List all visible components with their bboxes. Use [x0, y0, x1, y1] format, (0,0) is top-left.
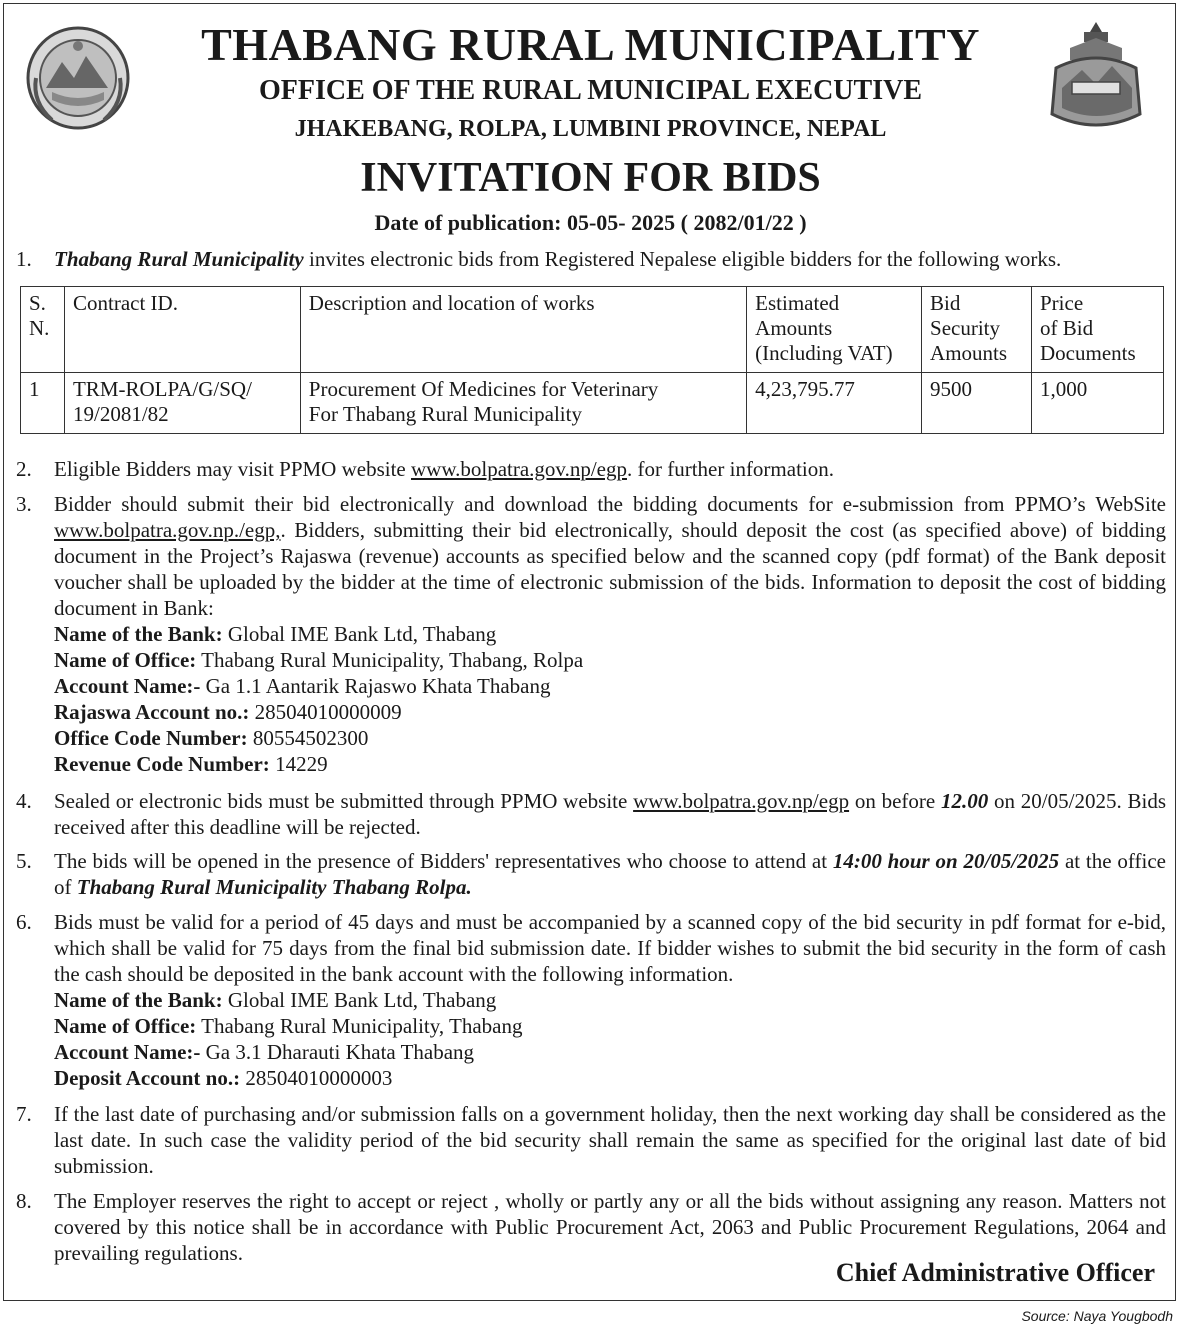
- office-code-line: Office Code Number: 80554502300: [54, 726, 369, 750]
- item-5: 5. The bids will be opened in the presence of Bidders' representatives who choose to attend at 14:00 hour on 20/05/2025 at the office of Thabang Rural Municipality Thabang Rolpa.: [16, 849, 1166, 899]
- notice-heading: INVITATION FOR BIDS: [360, 155, 821, 201]
- ppmo-link[interactable]: www.bolpatra.gov.np./egp,: [54, 518, 281, 542]
- item-1: [16, 246, 1166, 272]
- publication-date: Date of publication: 05-05- 2025 ( 2082/01/22 ): [374, 210, 807, 235]
- table-row: [21, 373, 1164, 434]
- office-title: OFFICE OF THE RURAL MUNICIPAL EXECUTIVE: [258, 75, 922, 106]
- address: JHAKEBANG, ROLPA, LUMBINI PROVINCE, NEPAL: [294, 116, 887, 142]
- bid-table: [20, 286, 1164, 434]
- municipality-name: Thabang Rural Municipality: [54, 247, 304, 271]
- ppmo-link[interactable]: www.bolpatra.gov.np/egp: [633, 789, 850, 813]
- cell-description: Procurement Of Medicines for Veterinary For Thabang Rural Municipality: [300, 373, 746, 434]
- revenue-code-line: Revenue Code Number: 14229: [54, 752, 328, 776]
- office-name-line: Name of Office: Thabang Rural Municipality, Thabang: [54, 1014, 523, 1038]
- col-price: Price of Bid Documents: [1032, 287, 1164, 373]
- item-text: invites electronic bids from Registered Nepalese eligible bidders for the following works.: [303, 247, 1062, 271]
- ppmo-link[interactable]: www.bolpatra.gov.np/egp: [411, 457, 627, 481]
- bank-name-line: Name of the Bank: Global IME Bank Ltd, Thabang: [54, 622, 497, 646]
- cell-contract-id: TRM-ROLPA/G/SQ/ 19/2081/82: [64, 373, 300, 434]
- item-4: 4. Sealed or electronic bids must be submitted through PPMO website www.bolpatra.gov.np/egp on before 12.00 on 20/05/2025. Bids received after this deadline will be rejected.: [16, 789, 1166, 839]
- item-6: 6. Bids must be valid for a period of 45 days and must be accompanied by a scanned copy of the bid security in pdf format for e-bid, which shall be valid for 75 days from the final bid submission date. If bidder wishes to submit the bid security in the form of cash the cash should be deposited in the bank account with the following information. Name of the Bank: Global IME Bank Ltd, Thabang Name of Office: Thabang Rural Municipality, Thabang Account Name:- Ga 3.1 Dharauti Khata Thabang Deposit Account no.: 28504010000003: [16, 910, 1166, 1090]
- cell-estimated: 4,23,795.77: [747, 373, 922, 434]
- account-name-line: Account Name:- Ga 1.1 Aantarik Rajaswo Khata Thabang: [54, 674, 551, 698]
- item-3: 3. Bidder should submit their bid electronically and download the bidding documents for e-submission from PPMO’s WebSite www.bolpatra.gov.np./egp,. Bidders, submitting their bid electronically, should deposit the cost (as specified above) of bidding document in the Project’s Rajaswa (revenue) accounts as specified below and the scanned copy (pdf format) of the Bank deposit voucher shall be uploaded by the bidder at the time of electronic submission of the bids. Information to deposit the cost of bidding document in Bank: Name of the Bank: Global IME Bank Ltd, Thabang Name of Office: Thabang Rural Municipality, Thabang, Rolpa Account Name:- Ga 1.1 Aantarik Rajaswo Khata Thabang Rajaswa Account no.: 28504010000009 Office Code Number: 80554502300 Revenue Code Number: 14229: [16, 492, 1166, 776]
- bank-name-line: Name of the Bank: Global IME Bank Ltd, Thabang: [54, 988, 497, 1012]
- source-credit: Source: Naya Yougbodh: [1021, 1308, 1173, 1324]
- municipality-title: THABANG RURAL MUNICIPALITY: [201, 19, 980, 70]
- col-bid-security: Bid Security Amounts: [922, 287, 1032, 373]
- col-sn: S. N.: [21, 287, 65, 373]
- account-name-line: Account Name:- Ga 3.1 Dharauti Khata Thabang: [54, 1040, 475, 1064]
- signature: Chief Administrative Officer: [835, 1258, 1155, 1287]
- cell-sn: 1: [21, 373, 65, 434]
- col-estimated: Estimated Amounts (Including VAT): [747, 287, 922, 373]
- cell-price: 1,000: [1032, 373, 1164, 434]
- col-description: Description and location of works: [300, 287, 746, 373]
- item-2: 2. Eligible Bidders may visit PPMO website www.bolpatra.gov.np/egp. for further information.: [16, 457, 835, 481]
- rajaswa-account-line: Rajaswa Account no.: 28504010000009: [54, 700, 402, 724]
- deposit-account-line: Deposit Account no.: 28504010000003: [54, 1066, 393, 1090]
- office-name-line: Name of Office: Thabang Rural Municipality, Thabang, Rolpa: [54, 648, 584, 672]
- table-header-row: [21, 287, 1164, 373]
- item-8: 8. The Employer reserves the right to accept or reject , wholly or partly any or all the bids without assigning any reason. Matters not covered by this notice shall be in accordance with Public Procurement Act, 2063 and Public Procurement Regulations, 2064 and prevailing regulations.: [16, 1189, 1166, 1265]
- item-number: 1.: [16, 247, 32, 271]
- item-7: 7. If the last date of purchasing and/or submission falls on a government holiday, then the next working day shall be considered as the last date. In such case the validity period of the bid security shall remain the same as specified for the original last date of bid submission.: [16, 1102, 1166, 1178]
- cell-bid-security: 9500: [922, 373, 1032, 434]
- col-contract-id: Contract ID.: [64, 287, 300, 373]
